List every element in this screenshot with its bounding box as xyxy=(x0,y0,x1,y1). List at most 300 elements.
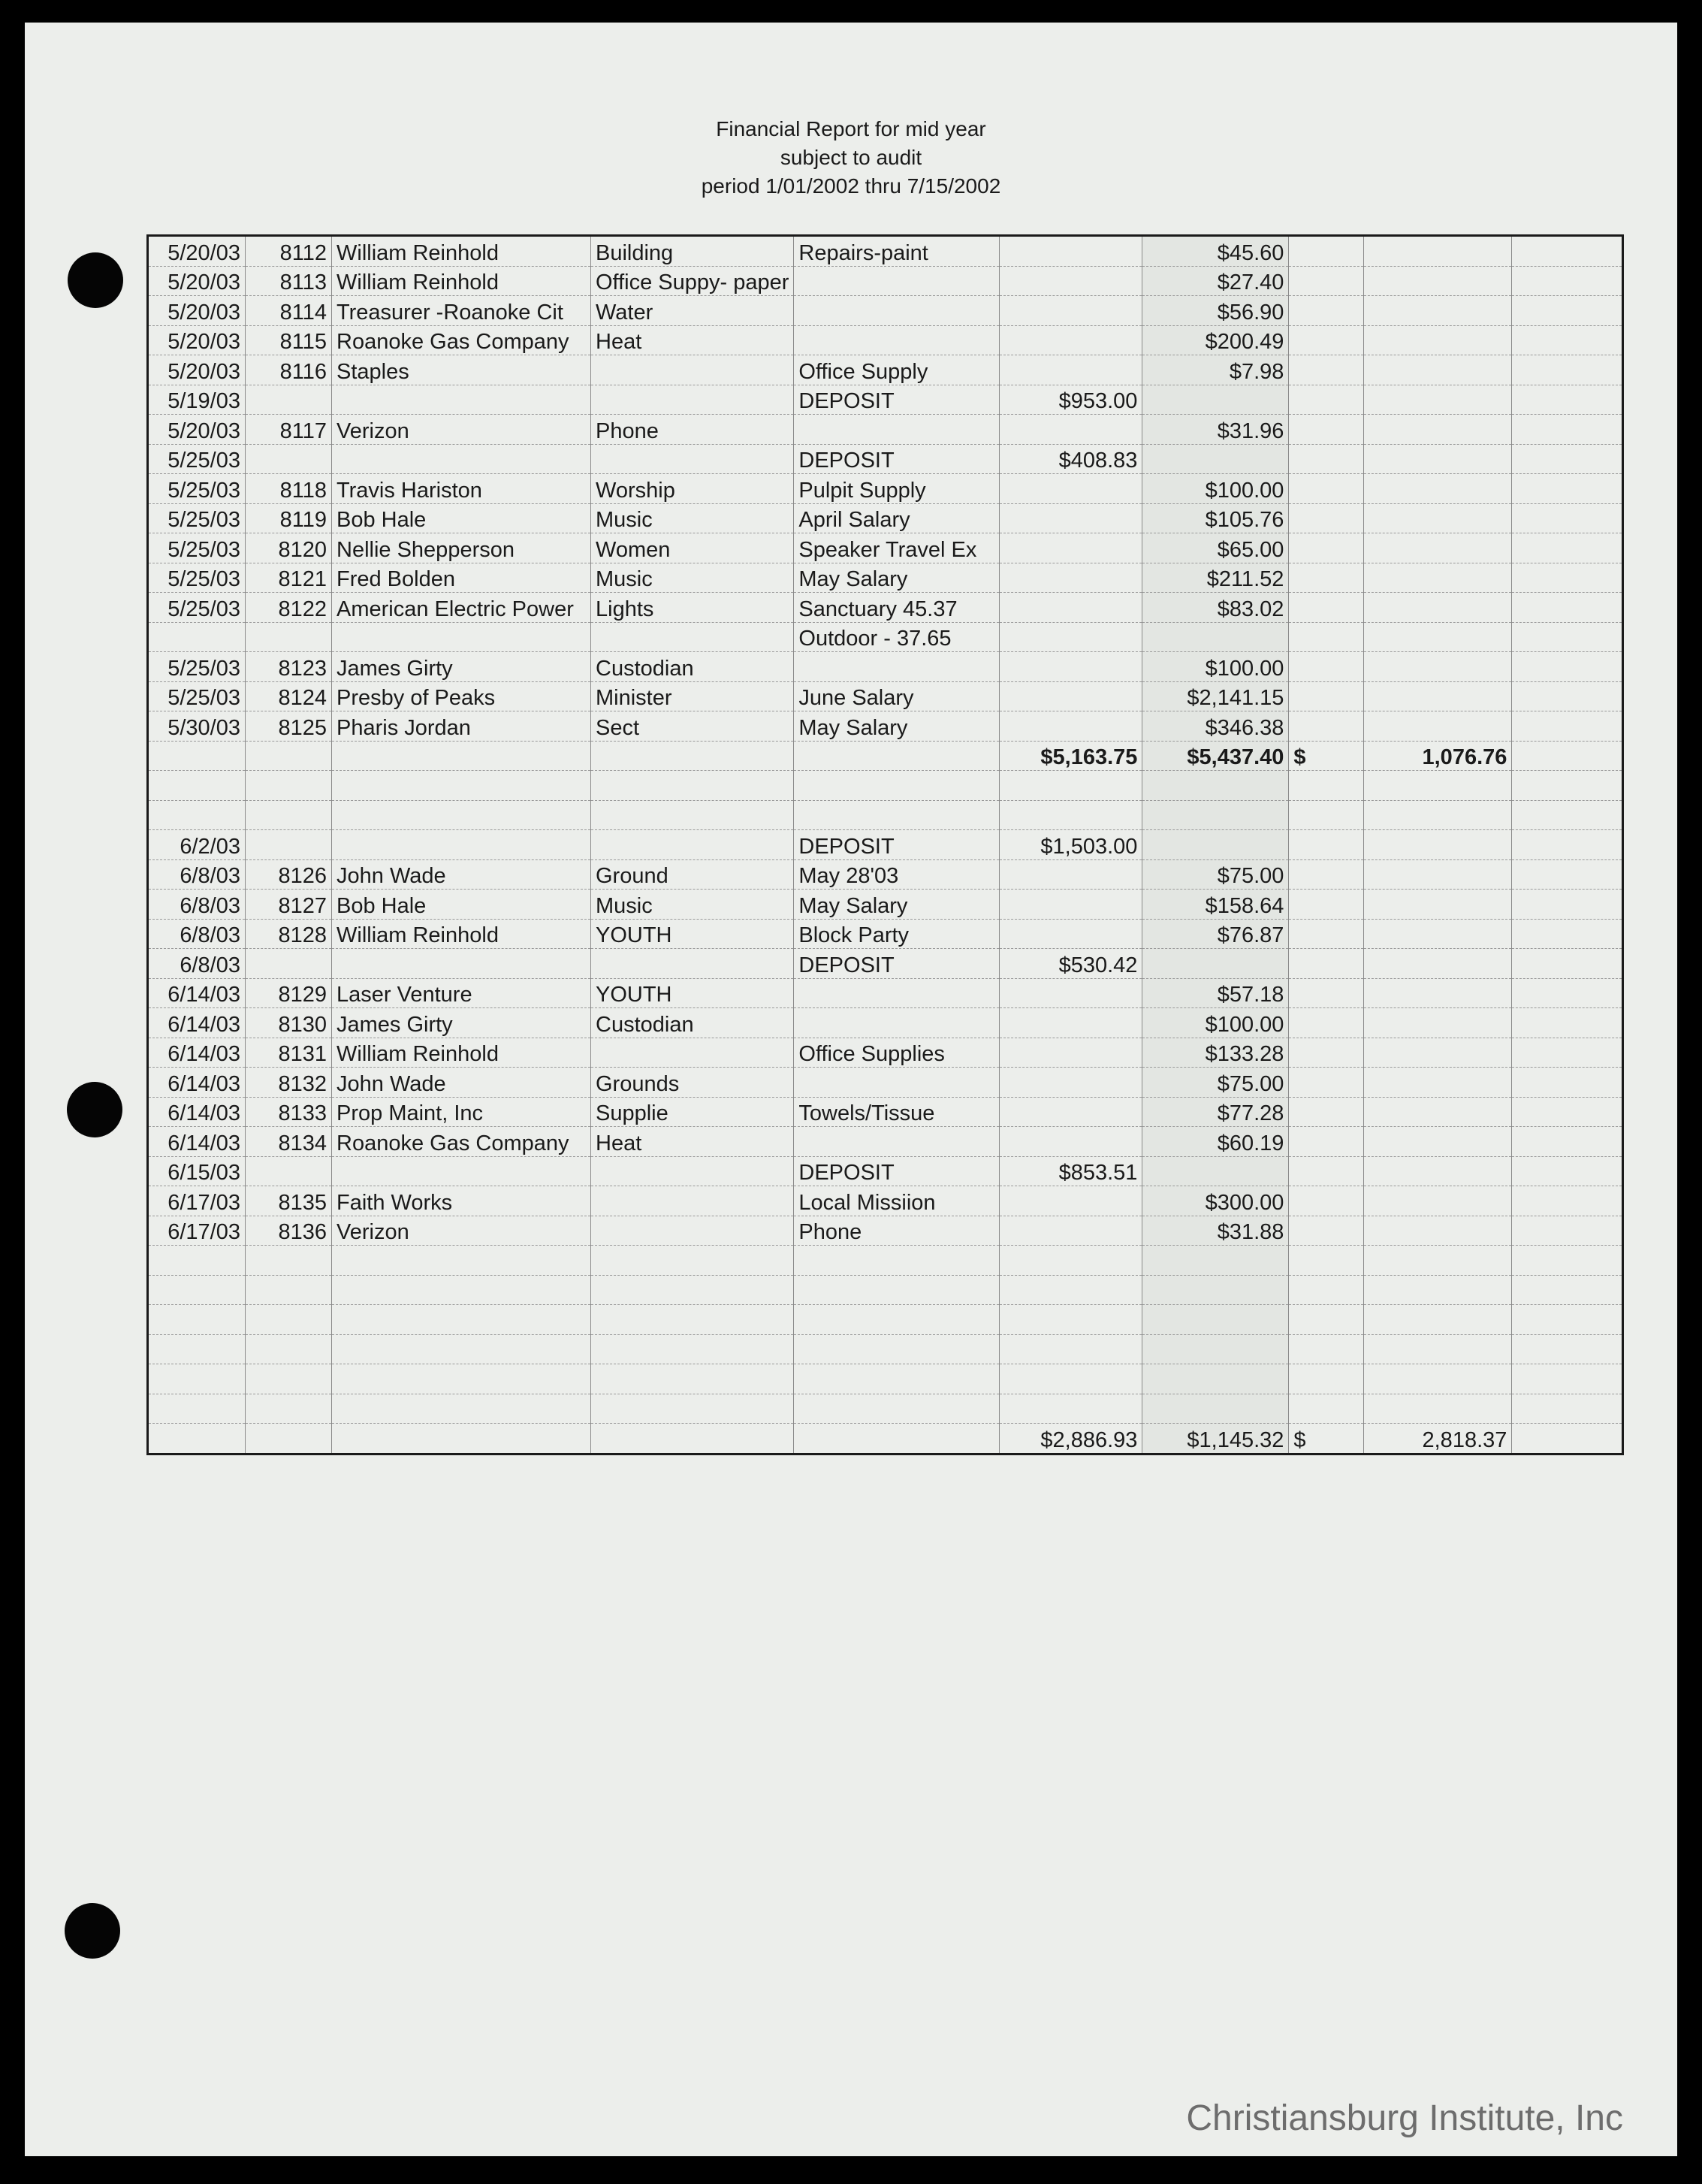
balance-cell xyxy=(1364,1156,1512,1186)
table-row xyxy=(148,859,1623,890)
payee-cell: Fred Bolden xyxy=(332,563,591,593)
description-cell: Phone xyxy=(794,1216,1000,1246)
blank-cell xyxy=(1512,1156,1623,1186)
currency-cell xyxy=(1289,652,1364,682)
check-number-cell: 8122 xyxy=(246,593,332,623)
blank-cell xyxy=(1512,266,1623,296)
date-cell: 5/20/03 xyxy=(148,355,246,385)
date-cell xyxy=(148,1364,246,1394)
description-cell xyxy=(794,415,1000,445)
expense-cell: $83.02 xyxy=(1142,593,1289,623)
table-row xyxy=(148,711,1623,742)
blank-cell xyxy=(1512,1008,1623,1038)
blank-cell xyxy=(1512,1216,1623,1246)
expense-cell: $1,145.32 xyxy=(1142,1424,1289,1454)
deposit-cell xyxy=(1000,890,1142,920)
balance-cell xyxy=(1364,266,1512,296)
blank-cell xyxy=(1512,622,1623,652)
expense-cell: $76.87 xyxy=(1142,919,1289,949)
report-subtitle: subject to audit xyxy=(780,146,922,169)
currency-cell xyxy=(1289,1394,1364,1424)
currency-cell: $ xyxy=(1289,1424,1364,1454)
description-cell: Block Party xyxy=(794,919,1000,949)
balance-cell xyxy=(1364,1068,1512,1098)
table-row xyxy=(148,919,1623,949)
check-number-cell xyxy=(246,1246,332,1276)
ledger-table xyxy=(146,234,1624,1455)
currency-cell xyxy=(1289,474,1364,504)
payee-cell xyxy=(332,1305,591,1335)
category-cell: Water xyxy=(591,296,794,326)
description-cell xyxy=(794,1068,1000,1098)
table-row xyxy=(148,1097,1623,1127)
date-cell: 6/14/03 xyxy=(148,1008,246,1038)
blank-cell xyxy=(1512,533,1623,563)
expense-cell xyxy=(1142,800,1289,830)
table-row xyxy=(148,563,1623,593)
deposit-cell xyxy=(1000,1008,1142,1038)
deposit-cell xyxy=(1000,1246,1142,1276)
expense-cell xyxy=(1142,1334,1289,1364)
check-number-cell xyxy=(246,385,332,415)
deposit-cell xyxy=(1000,1216,1142,1246)
blank-cell xyxy=(1512,1038,1623,1068)
deposit-cell xyxy=(1000,1038,1142,1068)
blank-cell xyxy=(1512,1305,1623,1335)
balance-cell xyxy=(1364,859,1512,890)
payee-cell xyxy=(332,1364,591,1394)
table-row xyxy=(148,890,1623,920)
expense-cell: $7.98 xyxy=(1142,355,1289,385)
currency-cell xyxy=(1289,919,1364,949)
deposit-cell xyxy=(1000,1186,1142,1216)
expense-cell: $211.52 xyxy=(1142,563,1289,593)
payee-cell: John Wade xyxy=(332,859,591,890)
deposit-cell xyxy=(1000,1334,1142,1364)
currency-cell xyxy=(1289,1246,1364,1276)
description-cell: DEPOSIT xyxy=(794,444,1000,474)
balance-cell xyxy=(1364,1305,1512,1335)
category-cell xyxy=(591,622,794,652)
date-cell: 5/25/03 xyxy=(148,652,246,682)
blank-cell xyxy=(1512,563,1623,593)
category-cell xyxy=(591,830,794,860)
category-cell xyxy=(591,385,794,415)
description-cell: Repairs-paint xyxy=(794,236,1000,267)
blank-cell xyxy=(1512,1097,1623,1127)
category-cell xyxy=(591,1216,794,1246)
description-cell: April Salary xyxy=(794,503,1000,533)
punch-hole xyxy=(65,1903,120,1959)
balance-cell xyxy=(1364,236,1512,267)
table-row xyxy=(148,1424,1623,1454)
table-row xyxy=(148,444,1623,474)
expense-cell xyxy=(1142,1246,1289,1276)
description-cell: DEPOSIT xyxy=(794,1156,1000,1186)
balance-cell xyxy=(1364,1038,1512,1068)
description-cell xyxy=(794,296,1000,326)
expense-cell: $27.40 xyxy=(1142,266,1289,296)
category-cell: Heat xyxy=(591,1127,794,1157)
category-cell: Heat xyxy=(591,325,794,355)
deposit-cell xyxy=(1000,593,1142,623)
payee-cell: Bob Hale xyxy=(332,890,591,920)
currency-cell xyxy=(1289,533,1364,563)
expense-cell: $57.18 xyxy=(1142,978,1289,1008)
check-number-cell: 8117 xyxy=(246,415,332,445)
currency-cell xyxy=(1289,236,1364,267)
table-row xyxy=(148,830,1623,860)
deposit-cell xyxy=(1000,1364,1142,1394)
balance-cell xyxy=(1364,919,1512,949)
expense-cell xyxy=(1142,385,1289,415)
balance-cell xyxy=(1364,800,1512,830)
check-number-cell: 8112 xyxy=(246,236,332,267)
table-row xyxy=(148,1364,1623,1394)
table-row xyxy=(148,1305,1623,1335)
expense-cell xyxy=(1142,1275,1289,1305)
category-cell: Ground xyxy=(591,859,794,890)
description-cell: June Salary xyxy=(794,681,1000,711)
table-row xyxy=(148,236,1623,267)
category-cell xyxy=(591,355,794,385)
blank-cell xyxy=(1512,949,1623,979)
description-cell xyxy=(794,1246,1000,1276)
currency-cell xyxy=(1289,563,1364,593)
blank-cell xyxy=(1512,800,1623,830)
payee-cell: James Girty xyxy=(332,652,591,682)
deposit-cell xyxy=(1000,355,1142,385)
blank-cell xyxy=(1512,1068,1623,1098)
date-cell: 5/20/03 xyxy=(148,325,246,355)
deposit-cell: $530.42 xyxy=(1000,949,1142,979)
category-cell: Office Suppy- paper xyxy=(591,266,794,296)
deposit-cell xyxy=(1000,296,1142,326)
expense-cell: $5,437.40 xyxy=(1142,741,1289,771)
report-period: period 1/01/2002 thru 7/15/2002 xyxy=(701,174,1001,198)
check-number-cell: 8114 xyxy=(246,296,332,326)
check-number-cell: 8113 xyxy=(246,266,332,296)
description-cell xyxy=(794,1334,1000,1364)
date-cell xyxy=(148,1424,246,1454)
category-cell: YOUTH xyxy=(591,978,794,1008)
check-number-cell xyxy=(246,444,332,474)
date-cell: 5/20/03 xyxy=(148,296,246,326)
payee-cell xyxy=(332,1275,591,1305)
deposit-cell xyxy=(1000,1068,1142,1098)
currency-cell xyxy=(1289,771,1364,801)
currency-cell xyxy=(1289,1008,1364,1038)
expense-cell xyxy=(1142,771,1289,801)
balance-cell xyxy=(1364,1216,1512,1246)
category-cell xyxy=(591,1156,794,1186)
blank-cell xyxy=(1512,385,1623,415)
blank-cell xyxy=(1512,1275,1623,1305)
date-cell xyxy=(148,771,246,801)
description-cell: Outdoor - 37.65 xyxy=(794,622,1000,652)
table-row xyxy=(148,325,1623,355)
table-row xyxy=(148,622,1623,652)
date-cell: 5/25/03 xyxy=(148,593,246,623)
payee-cell: William Reinhold xyxy=(332,919,591,949)
deposit-cell xyxy=(1000,533,1142,563)
deposit-cell xyxy=(1000,978,1142,1008)
expense-cell xyxy=(1142,444,1289,474)
category-cell: YOUTH xyxy=(591,919,794,949)
balance-cell xyxy=(1364,1008,1512,1038)
date-cell: 5/25/03 xyxy=(148,474,246,504)
category-cell: Grounds xyxy=(591,1068,794,1098)
currency-cell xyxy=(1289,622,1364,652)
category-cell: Sect xyxy=(591,711,794,742)
currency-cell xyxy=(1289,415,1364,445)
check-number-cell xyxy=(246,1364,332,1394)
payee-cell: Verizon xyxy=(332,415,591,445)
date-cell: 6/14/03 xyxy=(148,1097,246,1127)
expense-cell: $2,141.15 xyxy=(1142,681,1289,711)
balance-cell xyxy=(1364,533,1512,563)
expense-cell: $31.96 xyxy=(1142,415,1289,445)
blank-cell xyxy=(1512,474,1623,504)
check-number-cell: 8133 xyxy=(246,1097,332,1127)
date-cell xyxy=(148,741,246,771)
balance-cell xyxy=(1364,949,1512,979)
expense-cell: $158.64 xyxy=(1142,890,1289,920)
date-cell: 6/2/03 xyxy=(148,830,246,860)
currency-cell xyxy=(1289,859,1364,890)
currency-cell xyxy=(1289,1127,1364,1157)
category-cell: Women xyxy=(591,533,794,563)
expense-cell: $100.00 xyxy=(1142,1008,1289,1038)
punch-hole xyxy=(68,252,123,308)
balance-cell xyxy=(1364,978,1512,1008)
expense-cell: $75.00 xyxy=(1142,859,1289,890)
expense-cell xyxy=(1142,949,1289,979)
currency-cell xyxy=(1289,949,1364,979)
expense-cell: $75.00 xyxy=(1142,1068,1289,1098)
blank-cell xyxy=(1512,830,1623,860)
table-row xyxy=(148,1038,1623,1068)
deposit-cell xyxy=(1000,1305,1142,1335)
balance-cell xyxy=(1364,1097,1512,1127)
deposit-cell xyxy=(1000,563,1142,593)
balance-cell xyxy=(1364,1186,1512,1216)
table-row xyxy=(148,800,1623,830)
deposit-cell xyxy=(1000,325,1142,355)
deposit-cell xyxy=(1000,711,1142,742)
description-cell: DEPOSIT xyxy=(794,385,1000,415)
description-cell xyxy=(794,1008,1000,1038)
check-number-cell: 8119 xyxy=(246,503,332,533)
blank-cell xyxy=(1512,1186,1623,1216)
category-cell xyxy=(591,1246,794,1276)
blank-cell xyxy=(1512,741,1623,771)
expense-cell: $45.60 xyxy=(1142,236,1289,267)
currency-cell xyxy=(1289,1334,1364,1364)
check-number-cell xyxy=(246,1156,332,1186)
payee-cell: Verizon xyxy=(332,1216,591,1246)
table-row xyxy=(148,1394,1623,1424)
payee-cell: Laser Venture xyxy=(332,978,591,1008)
blank-cell xyxy=(1512,771,1623,801)
description-cell: DEPOSIT xyxy=(794,830,1000,860)
check-number-cell: 8115 xyxy=(246,325,332,355)
check-number-cell: 8116 xyxy=(246,355,332,385)
blank-cell xyxy=(1512,919,1623,949)
blank-cell xyxy=(1512,711,1623,742)
date-cell: 6/17/03 xyxy=(148,1216,246,1246)
balance-cell xyxy=(1364,296,1512,326)
date-cell: 5/20/03 xyxy=(148,266,246,296)
category-cell: Custodian xyxy=(591,652,794,682)
blank-cell xyxy=(1512,859,1623,890)
balance-cell xyxy=(1364,325,1512,355)
blank-cell xyxy=(1512,1246,1623,1276)
payee-cell: Pharis Jordan xyxy=(332,711,591,742)
payee-cell xyxy=(332,1246,591,1276)
category-cell: Building xyxy=(591,236,794,267)
currency-cell xyxy=(1289,1305,1364,1335)
description-cell: DEPOSIT xyxy=(794,949,1000,979)
deposit-cell xyxy=(1000,771,1142,801)
payee-cell: Prop Maint, Inc xyxy=(332,1097,591,1127)
balance-cell xyxy=(1364,503,1512,533)
currency-cell xyxy=(1289,1156,1364,1186)
description-cell: Towels/Tissue xyxy=(794,1097,1000,1127)
table-row xyxy=(148,949,1623,979)
balance-cell xyxy=(1364,444,1512,474)
table-row xyxy=(148,652,1623,682)
date-cell xyxy=(148,1246,246,1276)
category-cell xyxy=(591,1275,794,1305)
balance-cell xyxy=(1364,415,1512,445)
date-cell: 5/20/03 xyxy=(148,236,246,267)
date-cell: 6/8/03 xyxy=(148,890,246,920)
currency-cell xyxy=(1289,1068,1364,1098)
date-cell: 5/25/03 xyxy=(148,681,246,711)
blank-cell xyxy=(1512,503,1623,533)
deposit-cell xyxy=(1000,1097,1142,1127)
currency-cell xyxy=(1289,711,1364,742)
date-cell: 6/8/03 xyxy=(148,949,246,979)
balance-cell xyxy=(1364,1246,1512,1276)
currency-cell xyxy=(1289,593,1364,623)
check-number-cell: 8123 xyxy=(246,652,332,682)
punch-hole xyxy=(67,1082,122,1137)
currency-cell xyxy=(1289,444,1364,474)
blank-cell xyxy=(1512,1394,1623,1424)
expense-cell xyxy=(1142,622,1289,652)
check-number-cell xyxy=(246,741,332,771)
check-number-cell: 8131 xyxy=(246,1038,332,1068)
table-row xyxy=(148,533,1623,563)
description-cell xyxy=(794,1364,1000,1394)
check-number-cell: 8134 xyxy=(246,1127,332,1157)
currency-cell xyxy=(1289,1097,1364,1127)
balance-cell xyxy=(1364,622,1512,652)
balance-cell xyxy=(1364,1364,1512,1394)
date-cell: 5/19/03 xyxy=(148,385,246,415)
description-cell: Pulpit Supply xyxy=(794,474,1000,504)
expense-cell: $300.00 xyxy=(1142,1186,1289,1216)
payee-cell: Staples xyxy=(332,355,591,385)
table-row xyxy=(148,385,1623,415)
payee-cell xyxy=(332,771,591,801)
balance-cell xyxy=(1364,652,1512,682)
date-cell: 5/30/03 xyxy=(148,711,246,742)
description-cell: May Salary xyxy=(794,711,1000,742)
expense-cell: $65.00 xyxy=(1142,533,1289,563)
category-cell xyxy=(591,1334,794,1364)
deposit-cell xyxy=(1000,503,1142,533)
check-number-cell: 8118 xyxy=(246,474,332,504)
date-cell xyxy=(148,1394,246,1424)
payee-cell: William Reinhold xyxy=(332,266,591,296)
check-number-cell: 8130 xyxy=(246,1008,332,1038)
date-cell: 6/14/03 xyxy=(148,1127,246,1157)
category-cell: Lights xyxy=(591,593,794,623)
deposit-cell xyxy=(1000,1394,1142,1424)
payee-cell xyxy=(332,1156,591,1186)
blank-cell xyxy=(1512,325,1623,355)
expense-cell: $100.00 xyxy=(1142,652,1289,682)
balance-cell xyxy=(1364,474,1512,504)
table-row xyxy=(148,1068,1623,1098)
check-number-cell: 8126 xyxy=(246,859,332,890)
currency-cell xyxy=(1289,325,1364,355)
payee-cell: Treasurer -Roanoke Cit xyxy=(332,296,591,326)
currency-cell xyxy=(1289,1216,1364,1246)
expense-cell xyxy=(1142,1394,1289,1424)
date-cell: 5/25/03 xyxy=(148,533,246,563)
payee-cell: William Reinhold xyxy=(332,236,591,267)
description-cell: Sanctuary 45.37 xyxy=(794,593,1000,623)
deposit-cell xyxy=(1000,236,1142,267)
description-cell xyxy=(794,325,1000,355)
payee-cell: John Wade xyxy=(332,1068,591,1098)
check-number-cell: 8124 xyxy=(246,681,332,711)
table-row xyxy=(148,1008,1623,1038)
payee-cell: Travis Hariston xyxy=(332,474,591,504)
expense-cell: $133.28 xyxy=(1142,1038,1289,1068)
category-cell xyxy=(591,1424,794,1454)
description-cell xyxy=(794,1127,1000,1157)
check-number-cell xyxy=(246,622,332,652)
balance-cell xyxy=(1364,711,1512,742)
expense-cell: $56.90 xyxy=(1142,296,1289,326)
description-cell xyxy=(794,1424,1000,1454)
table-row xyxy=(148,1156,1623,1186)
blank-cell xyxy=(1512,978,1623,1008)
check-number-cell xyxy=(246,800,332,830)
payee-cell: American Electric Power xyxy=(332,593,591,623)
currency-cell xyxy=(1289,1275,1364,1305)
deposit-cell xyxy=(1000,919,1142,949)
currency-cell xyxy=(1289,978,1364,1008)
category-cell xyxy=(591,1305,794,1335)
expense-cell: $105.76 xyxy=(1142,503,1289,533)
table-row xyxy=(148,593,1623,623)
balance-cell xyxy=(1364,890,1512,920)
table-row xyxy=(148,1334,1623,1364)
expense-cell: $60.19 xyxy=(1142,1127,1289,1157)
category-cell: Custodian xyxy=(591,1008,794,1038)
description-cell xyxy=(794,800,1000,830)
blank-cell xyxy=(1512,355,1623,385)
check-number-cell xyxy=(246,1305,332,1335)
category-cell: Music xyxy=(591,563,794,593)
category-cell xyxy=(591,1394,794,1424)
